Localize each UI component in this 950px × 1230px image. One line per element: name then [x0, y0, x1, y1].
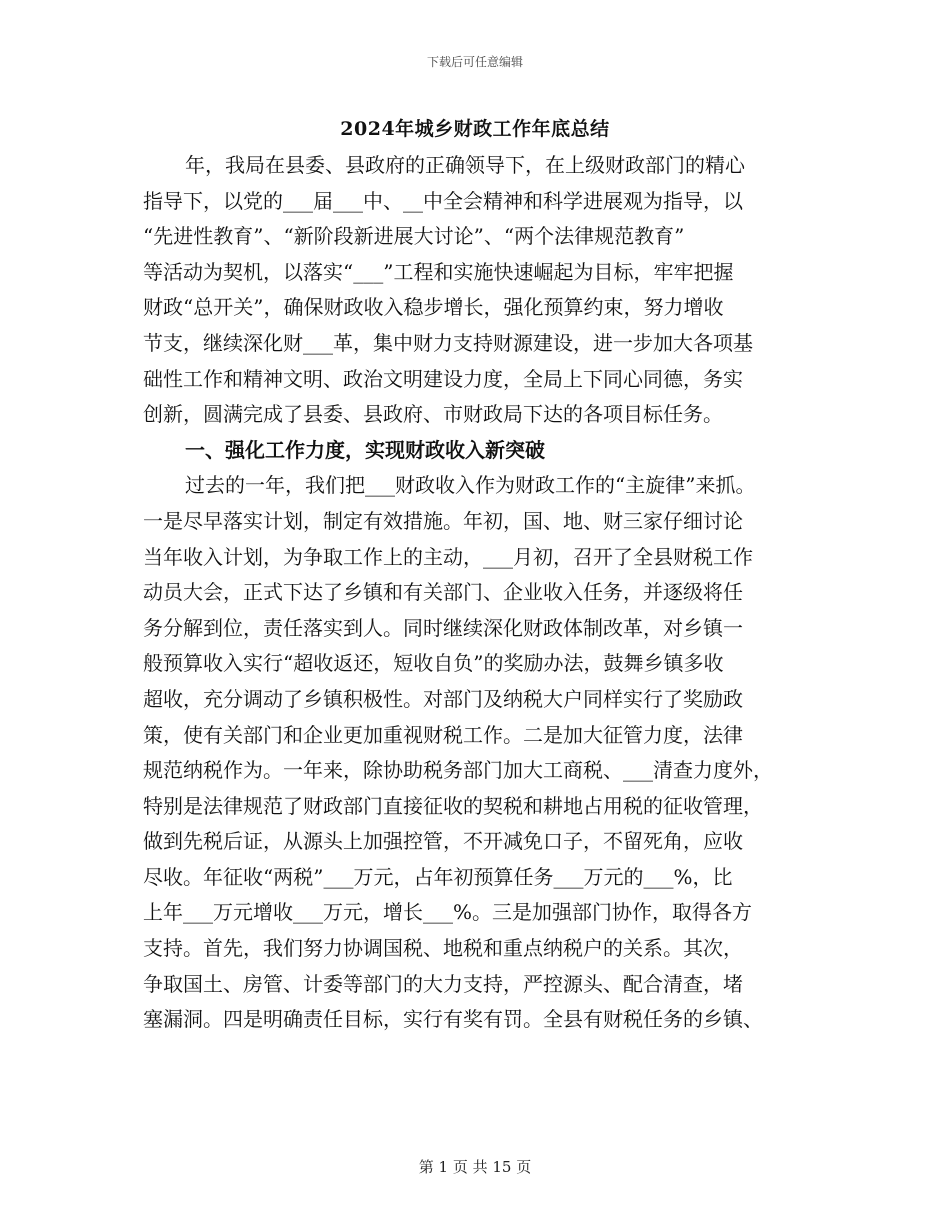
- paragraph-line: 年，我局在县委、县政府的正确领导下，在上级财政部门的精心: [185, 153, 745, 177]
- section-heading: 一、强化工作力度，实现财政收入新突破: [185, 437, 545, 462]
- paragraph-line: 务分解到位，责任落实到人。同时继续深化财政体制改革，对乡镇一: [143, 615, 743, 640]
- paragraph-line: 般预算收入实行“超收返还，短收自负”的奖励办法，鼓舞乡镇多收: [143, 651, 724, 676]
- paragraph-line: 过去的一年，我们把___财政收入作为财政工作的“主旋律”来抓。: [185, 473, 756, 498]
- paragraph-line: 动员大会，正式下达了乡镇和有关部门、企业收入任务，并逐级将任: [143, 580, 743, 605]
- paragraph-line: 一是尽早落实计划，制定有效措施。年初，国、地、财三家仔细讨论: [143, 508, 743, 533]
- paragraph-line: 支持。首先，我们努力协调国税、地税和重点纳税户的关系。其次，: [143, 936, 743, 961]
- paragraph-line: 超收，充分调动了乡镇积极性。对部门及纳税大户同样实行了奖励政: [143, 686, 743, 711]
- paragraph-line: 当年收入计划，为争取工作上的主动，___月初，召开了全县财税工作: [143, 544, 753, 569]
- paragraph-line: 础性工作和精神文明、政治文明建设力度，全局上下同心同德，务实: [143, 366, 743, 391]
- paragraph-line: 规范纳税作为。一年来，除协助税务部门加大工商税、___清查力度外，: [143, 758, 773, 783]
- paragraph-line: 特别是法律规范了财政部门直接征收的契税和耕地占用税的征收管理，: [143, 793, 763, 818]
- paragraph-line: 塞漏洞。四是明确责任目标，实行有奖有罚。全县有财税任务的乡镇、: [143, 1007, 763, 1032]
- paragraph-line: 节支，继续深化财___革，集中财力支持财源建设，进一步加大各项基: [143, 330, 753, 355]
- paragraph-line: “先进性教育”、“新阶段新进展大讨论”、“两个法律规范教育”: [143, 224, 685, 249]
- paragraph-line: 尽收。年征收“两税”___万元，占年初预算任务___万元的___%，比: [143, 864, 733, 889]
- document-title: 2024年城乡财政工作年底总结: [340, 118, 610, 140]
- page-header-note: 下载后可任意编辑: [426, 55, 523, 69]
- page-number: 第 1 页 共 15 页: [418, 1158, 532, 1176]
- paragraph-line: 创新，圆满完成了县委、县政府、市财政局下达的各项目标任务。: [143, 402, 723, 427]
- paragraph-line: 策，使有关部门和企业更加重视财税工作。二是加大征管力度，法律: [143, 722, 743, 747]
- paragraph-line: 等活动为契机，以落实“___”工程和实施快速崛起为目标，牢牢把握: [143, 259, 734, 284]
- paragraph-line: 做到先税后证，从源头上加强控管，不开减免口子，不留死角，应收: [143, 829, 743, 854]
- paragraph-line: 上年___万元增收___万元，增长___%。三是加强部门协作，取得各方: [143, 900, 753, 925]
- document-body: [143, 148, 823, 1038]
- paragraph-line: 指导下，以党的___届___中、__中全会精神和科学进展观为指导，以: [143, 188, 743, 213]
- paragraph-line: 财政“总开关”，确保财政收入稳步增长，强化预算约束，努力增收: [143, 295, 724, 320]
- paragraph-line: 争取国土、房管、计委等部门的大力支持，严控源头、配合清查，堵: [143, 971, 743, 996]
